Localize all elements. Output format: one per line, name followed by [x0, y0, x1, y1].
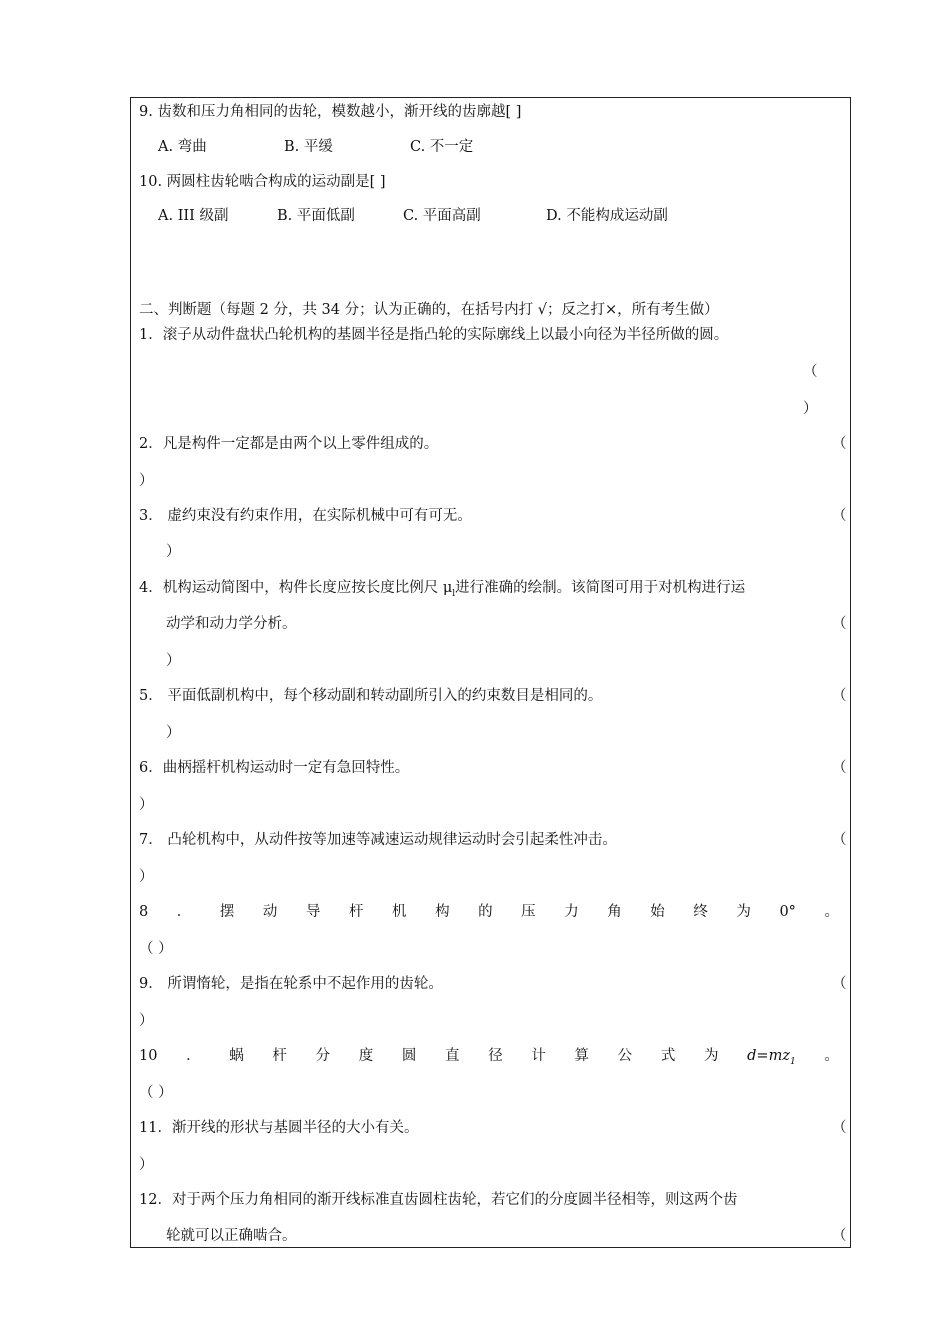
answer-paren-close[interactable]: ）: [139, 1157, 154, 1173]
judge-10-formula-text: d=mz: [747, 1048, 790, 1064]
choice-9-option-c[interactable]: C. 不一定: [410, 139, 474, 155]
judge-10-word: 计: [531, 1048, 546, 1064]
judge-10-word: 度: [358, 1048, 374, 1064]
answer-paren-close[interactable]: ）: [139, 473, 154, 489]
judge-10-word: 圆: [401, 1048, 417, 1064]
judge-8-word: 力: [564, 904, 579, 920]
question-frame: [130, 97, 851, 1248]
judge-8-word: 为: [736, 904, 751, 920]
answer-paren-open[interactable]: （: [832, 832, 847, 848]
judge-8-word: 8: [139, 904, 149, 920]
judge-10-word: 。: [824, 1048, 839, 1064]
section-header-judge: 二、判断题（每题 2 分，共 34 分；认为正确的，在括号内打 √；反之打×，所有考生做）: [139, 302, 719, 318]
choice-10-option-d[interactable]: D. 不能构成运动副: [546, 208, 668, 224]
judge-item-4-subscript: l: [452, 588, 456, 599]
judge-10-word: 杆: [272, 1048, 287, 1064]
judge-8-word: 始: [650, 904, 665, 920]
judge-8-word: 机: [392, 904, 407, 920]
judge-8-word: 构: [435, 904, 450, 920]
choice-question-9: 9. 齿数和压力角相同的齿轮，模数越小，渐开线的齿廓越[ ]: [139, 104, 522, 120]
judge-10-word: 算: [574, 1048, 590, 1064]
judge-10-word: 蜗: [229, 1048, 244, 1064]
judge-10-formula-subscript: 1: [789, 1056, 796, 1067]
answer-paren-open[interactable]: （: [832, 1120, 847, 1136]
judge-8-word: 角: [607, 904, 622, 920]
judge-item-11: 11．渐开线的形状与基圆半径的大小有关。: [139, 1120, 419, 1136]
answer-paren-open[interactable]: （: [832, 616, 847, 632]
answer-paren-close[interactable]: ）: [166, 653, 181, 669]
judge-item-8: [139, 902, 839, 922]
answer-paren-open[interactable]: （: [832, 760, 847, 776]
answer-paren-open[interactable]: （: [832, 436, 847, 452]
judge-item-12: 12．对于两个压力角相同的渐开线标准直齿圆柱齿轮，若它们的分度圆半径相等，则这两个齿: [139, 1192, 738, 1208]
judge-item-3: 3． 虚约束没有约束作用，在实际机械中可有可无。: [139, 508, 472, 524]
answer-paren-pair[interactable]: （ ）: [139, 1085, 173, 1101]
answer-paren-open[interactable]: （: [832, 1228, 847, 1244]
judge-10-word: 为: [703, 1048, 719, 1064]
judge-item-7: 7． 凸轮机构中，从动件按等加速等减速运动规律运动时会引起柔性冲击。: [139, 832, 617, 848]
choice-question-10: 10. 两圆柱齿轮啮合构成的运动副是[ ]: [139, 174, 386, 190]
answer-paren-close[interactable]: ）: [139, 797, 154, 813]
judge-8-word: 杆: [348, 904, 364, 920]
answer-paren-close[interactable]: ）: [803, 401, 818, 417]
answer-paren-open[interactable]: （: [832, 508, 847, 524]
judge-item-4-continued: 动学和动力学分析。: [166, 616, 297, 632]
answer-paren-close[interactable]: ）: [139, 1013, 154, 1029]
judge-10-word: 10: [139, 1048, 158, 1064]
answer-paren-close[interactable]: ）: [139, 869, 154, 885]
judge-8-word: 导: [305, 904, 321, 920]
judge-item-4-part2: 进行准确的绘制。该简图可用于对机构进行运: [455, 580, 746, 596]
judge-8-word: ．: [176, 904, 192, 920]
choice-9-option-a[interactable]: A. 弯曲: [158, 139, 207, 155]
judge-8-word: 压: [521, 904, 536, 920]
judge-10-word: 直: [445, 1048, 460, 1064]
judge-item-4: [139, 578, 745, 604]
judge-item-4-part1: 4．机构运动简图中，构件长度应按长度比例尺 μ: [139, 580, 453, 596]
answer-paren-open[interactable]: （: [832, 976, 847, 992]
choice-10-option-a[interactable]: A. III 级副: [158, 208, 229, 224]
judge-item-1: 1．滚子从动件盘状凸轮机构的基圆半径是指凸轮的实际廓线上以最小向径为半径所做的圆。: [139, 327, 729, 343]
judge-item-9: 9． 所谓惰轮，是指在轮系中不起作用的齿轮。: [139, 976, 443, 992]
answer-paren-close[interactable]: ）: [166, 544, 181, 560]
judge-8-word: 终: [693, 904, 708, 920]
judge-10-word: 式: [660, 1048, 676, 1064]
choice-9-option-b[interactable]: B. 平缓: [284, 139, 333, 155]
choice-10-option-b[interactable]: B. 平面低副: [277, 208, 355, 224]
judge-8-word: 。: [824, 904, 839, 920]
judge-item-2: 2．凡是构件一定都是由两个以上零件组成的。: [139, 436, 439, 452]
answer-paren-pair[interactable]: （ ）: [139, 941, 173, 957]
judge-item-12-continued: 轮就可以正确啮合。: [166, 1228, 297, 1244]
judge-item-6: 6．曲柄摇杆机构运动时一定有急回特性。: [139, 760, 410, 776]
choice-10-option-c[interactable]: C. 平面高副: [403, 208, 481, 224]
judge-10-word: 径: [488, 1048, 503, 1064]
answer-paren-open[interactable]: （: [803, 364, 818, 380]
judge-8-word: 摆: [219, 904, 235, 920]
answer-paren-open[interactable]: （: [832, 688, 847, 704]
judge-10-word: ．: [186, 1048, 201, 1064]
answer-paren-close[interactable]: ）: [166, 725, 181, 741]
judge-8-word: 0°: [779, 904, 796, 920]
judge-10-word: 公: [617, 1048, 633, 1064]
judge-10-formula: [747, 1046, 796, 1072]
judge-8-word: 的: [478, 904, 493, 920]
judge-8-word: 动: [262, 904, 278, 920]
judge-item-5: 5． 平面低副机构中，每个移动副和转动副所引入的约束数目是相同的。: [139, 688, 603, 704]
judge-item-10: [139, 1046, 839, 1072]
judge-10-word: 分: [315, 1048, 331, 1064]
